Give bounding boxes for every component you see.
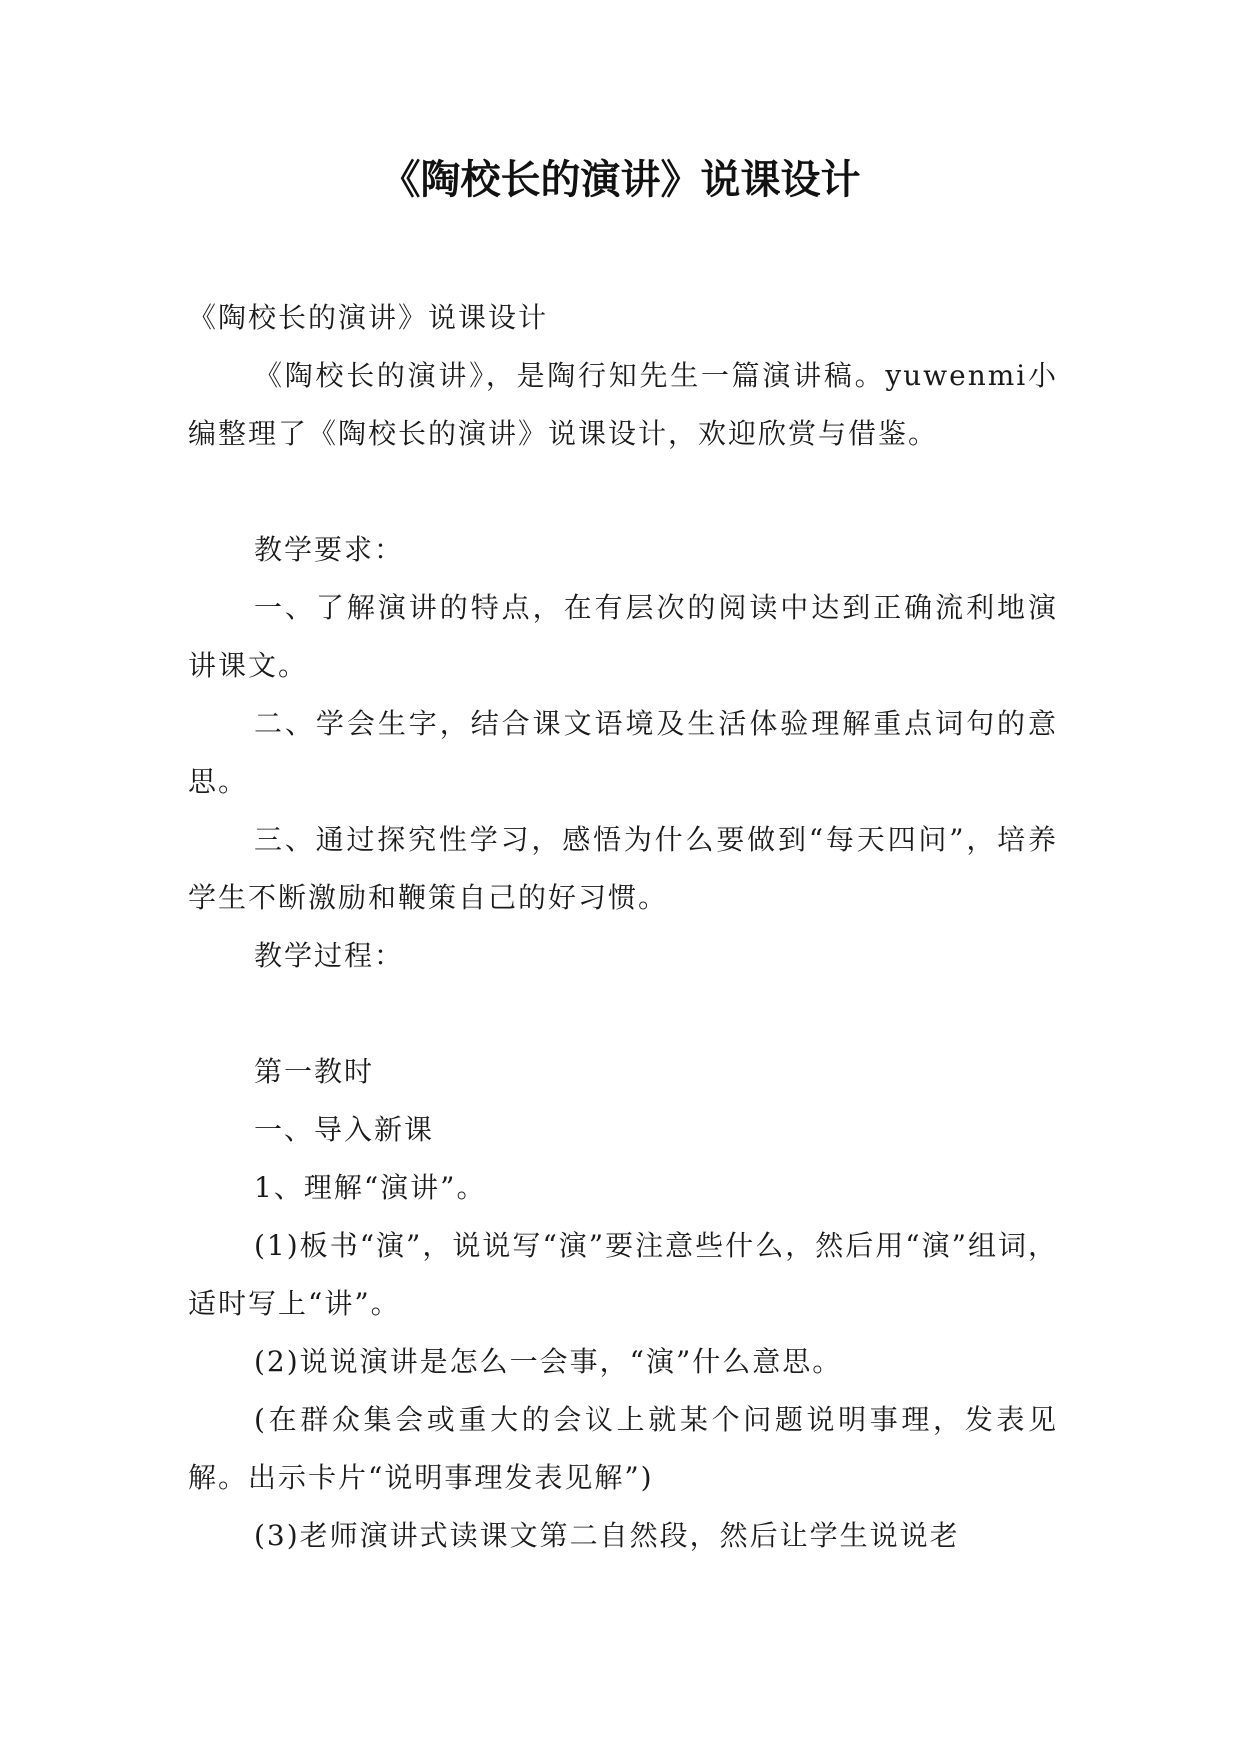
step-subitem: (3)老师演讲式读课文第二自然段，然后让学生说说老 [254, 1519, 960, 1552]
subtitle-paragraph: 《陶校长的演讲》说课设计 [188, 301, 549, 334]
requirement-item-1: 一、了解演讲的特点，在有层次的阅读中达到正确流利地演讲课文。 [188, 591, 1058, 682]
step-subitem: (1)板书“演”，说说写“演”要注意些什么，然后用“演”组词，适时写上“讲”。 [188, 1229, 1058, 1320]
step-item: 1、理解“演讲”。 [254, 1171, 487, 1204]
section-heading-requirements: 教学要求： [254, 533, 405, 566]
section-heading-process: 教学过程： [254, 939, 405, 972]
intro-paragraph: 《陶校长的演讲》，是陶行知先生一篇演讲稿。yuwenmi小编整理了《陶校长的演讲》说课设计，欢迎欣赏与借鉴。 [188, 359, 1058, 450]
step-heading: 一、导入新课 [254, 1113, 435, 1146]
spacer [188, 985, 1058, 1043]
step-note: (在群众集会或重大的会议上就某个问题说明事理，发表见解。出示卡片“说明事理发表见解”) [188, 1403, 1058, 1494]
spacer [188, 463, 1058, 521]
requirement-item-2: 二、学会生字，结合课文语境及生活体验理解重点词句的意思。 [188, 707, 1058, 798]
lesson-heading: 第一教时 [254, 1055, 375, 1088]
step-subitem: (2)说说演讲是怎么一会事，“演”什么意思。 [254, 1345, 843, 1378]
document-title: 《陶校长的演讲》说课设计 [380, 157, 861, 203]
requirement-item-3: 三、通过探究性学习，感悟为什么要做到“每天四问”，培养学生不断激励和鞭策自己的好习惯。 [188, 823, 1058, 914]
document-body [188, 289, 1058, 1565]
